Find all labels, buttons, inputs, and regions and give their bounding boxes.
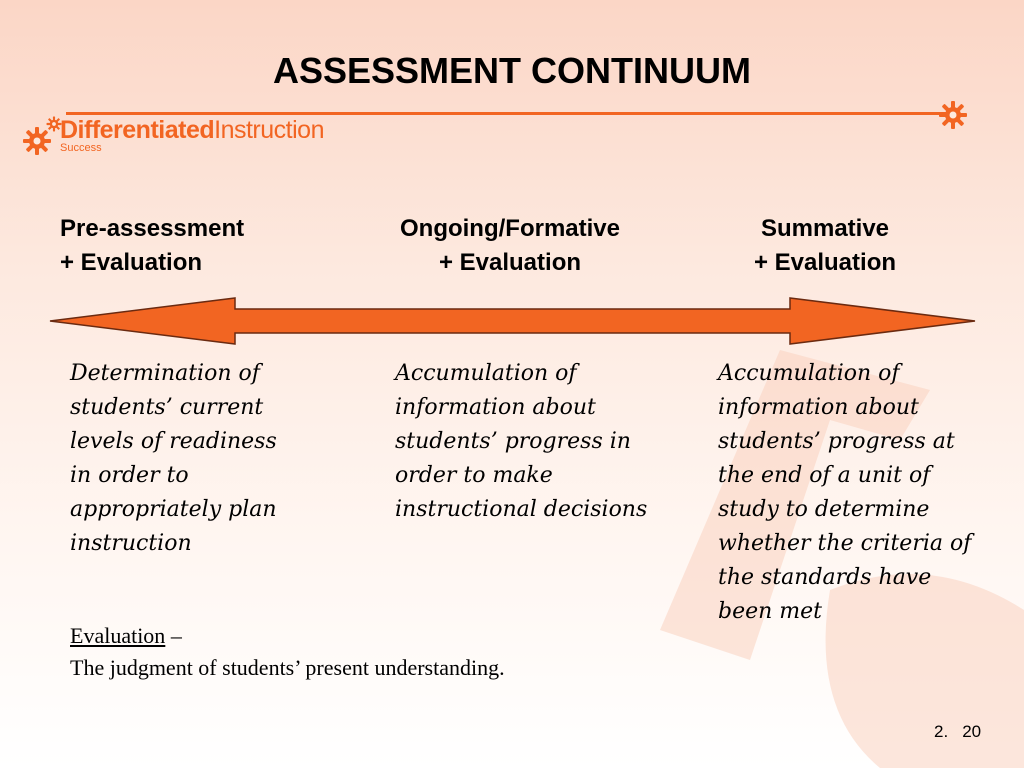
evaluation-definition bbox=[70, 620, 505, 684]
section-number: 2. bbox=[934, 722, 949, 741]
heading-line: + Evaluation bbox=[753, 249, 897, 276]
description-summative: Accumulation of information about students’ progress at the end of a unit of study to determine whether the criteria of the standards have been met bbox=[718, 361, 972, 624]
heading-line: + Evaluation bbox=[60, 249, 203, 276]
description-ongoing-formative: Accumulation of information about students’ progress in order to make instructional decisions bbox=[395, 361, 648, 522]
logo-part2: Instruction bbox=[214, 116, 324, 144]
evaluation-text: The judgment of students’ present understanding. bbox=[70, 655, 505, 680]
slide-title: ASSESSMENT CONTINUUM bbox=[272, 50, 752, 91]
heading-line: Pre-assessment bbox=[60, 215, 245, 242]
heading-pre-assessment bbox=[60, 212, 320, 280]
continuum-double-arrow bbox=[45, 295, 980, 347]
gear-icon bbox=[938, 100, 968, 130]
logo-subtext: Success bbox=[60, 142, 102, 154]
slide-number bbox=[934, 722, 981, 742]
brand-logo bbox=[20, 112, 340, 162]
heading-summative bbox=[720, 212, 930, 280]
heading-line: + Evaluation bbox=[438, 249, 582, 276]
evaluation-term: Evaluation bbox=[70, 623, 166, 648]
heading-line: Ongoing/Formative bbox=[399, 215, 620, 242]
heading-ongoing-formative bbox=[370, 212, 650, 280]
description-pre-assessment: Determination of students’ current levels of readiness in order to appropriately plan instruction bbox=[70, 361, 277, 556]
logo-wordmark bbox=[60, 116, 324, 145]
heading-line: Summative bbox=[760, 215, 890, 242]
page-number: 20 bbox=[962, 722, 982, 741]
evaluation-dash: – bbox=[165, 623, 182, 648]
evaluation-term-line bbox=[70, 620, 505, 652]
logo-part1: Differentiated bbox=[60, 116, 215, 144]
